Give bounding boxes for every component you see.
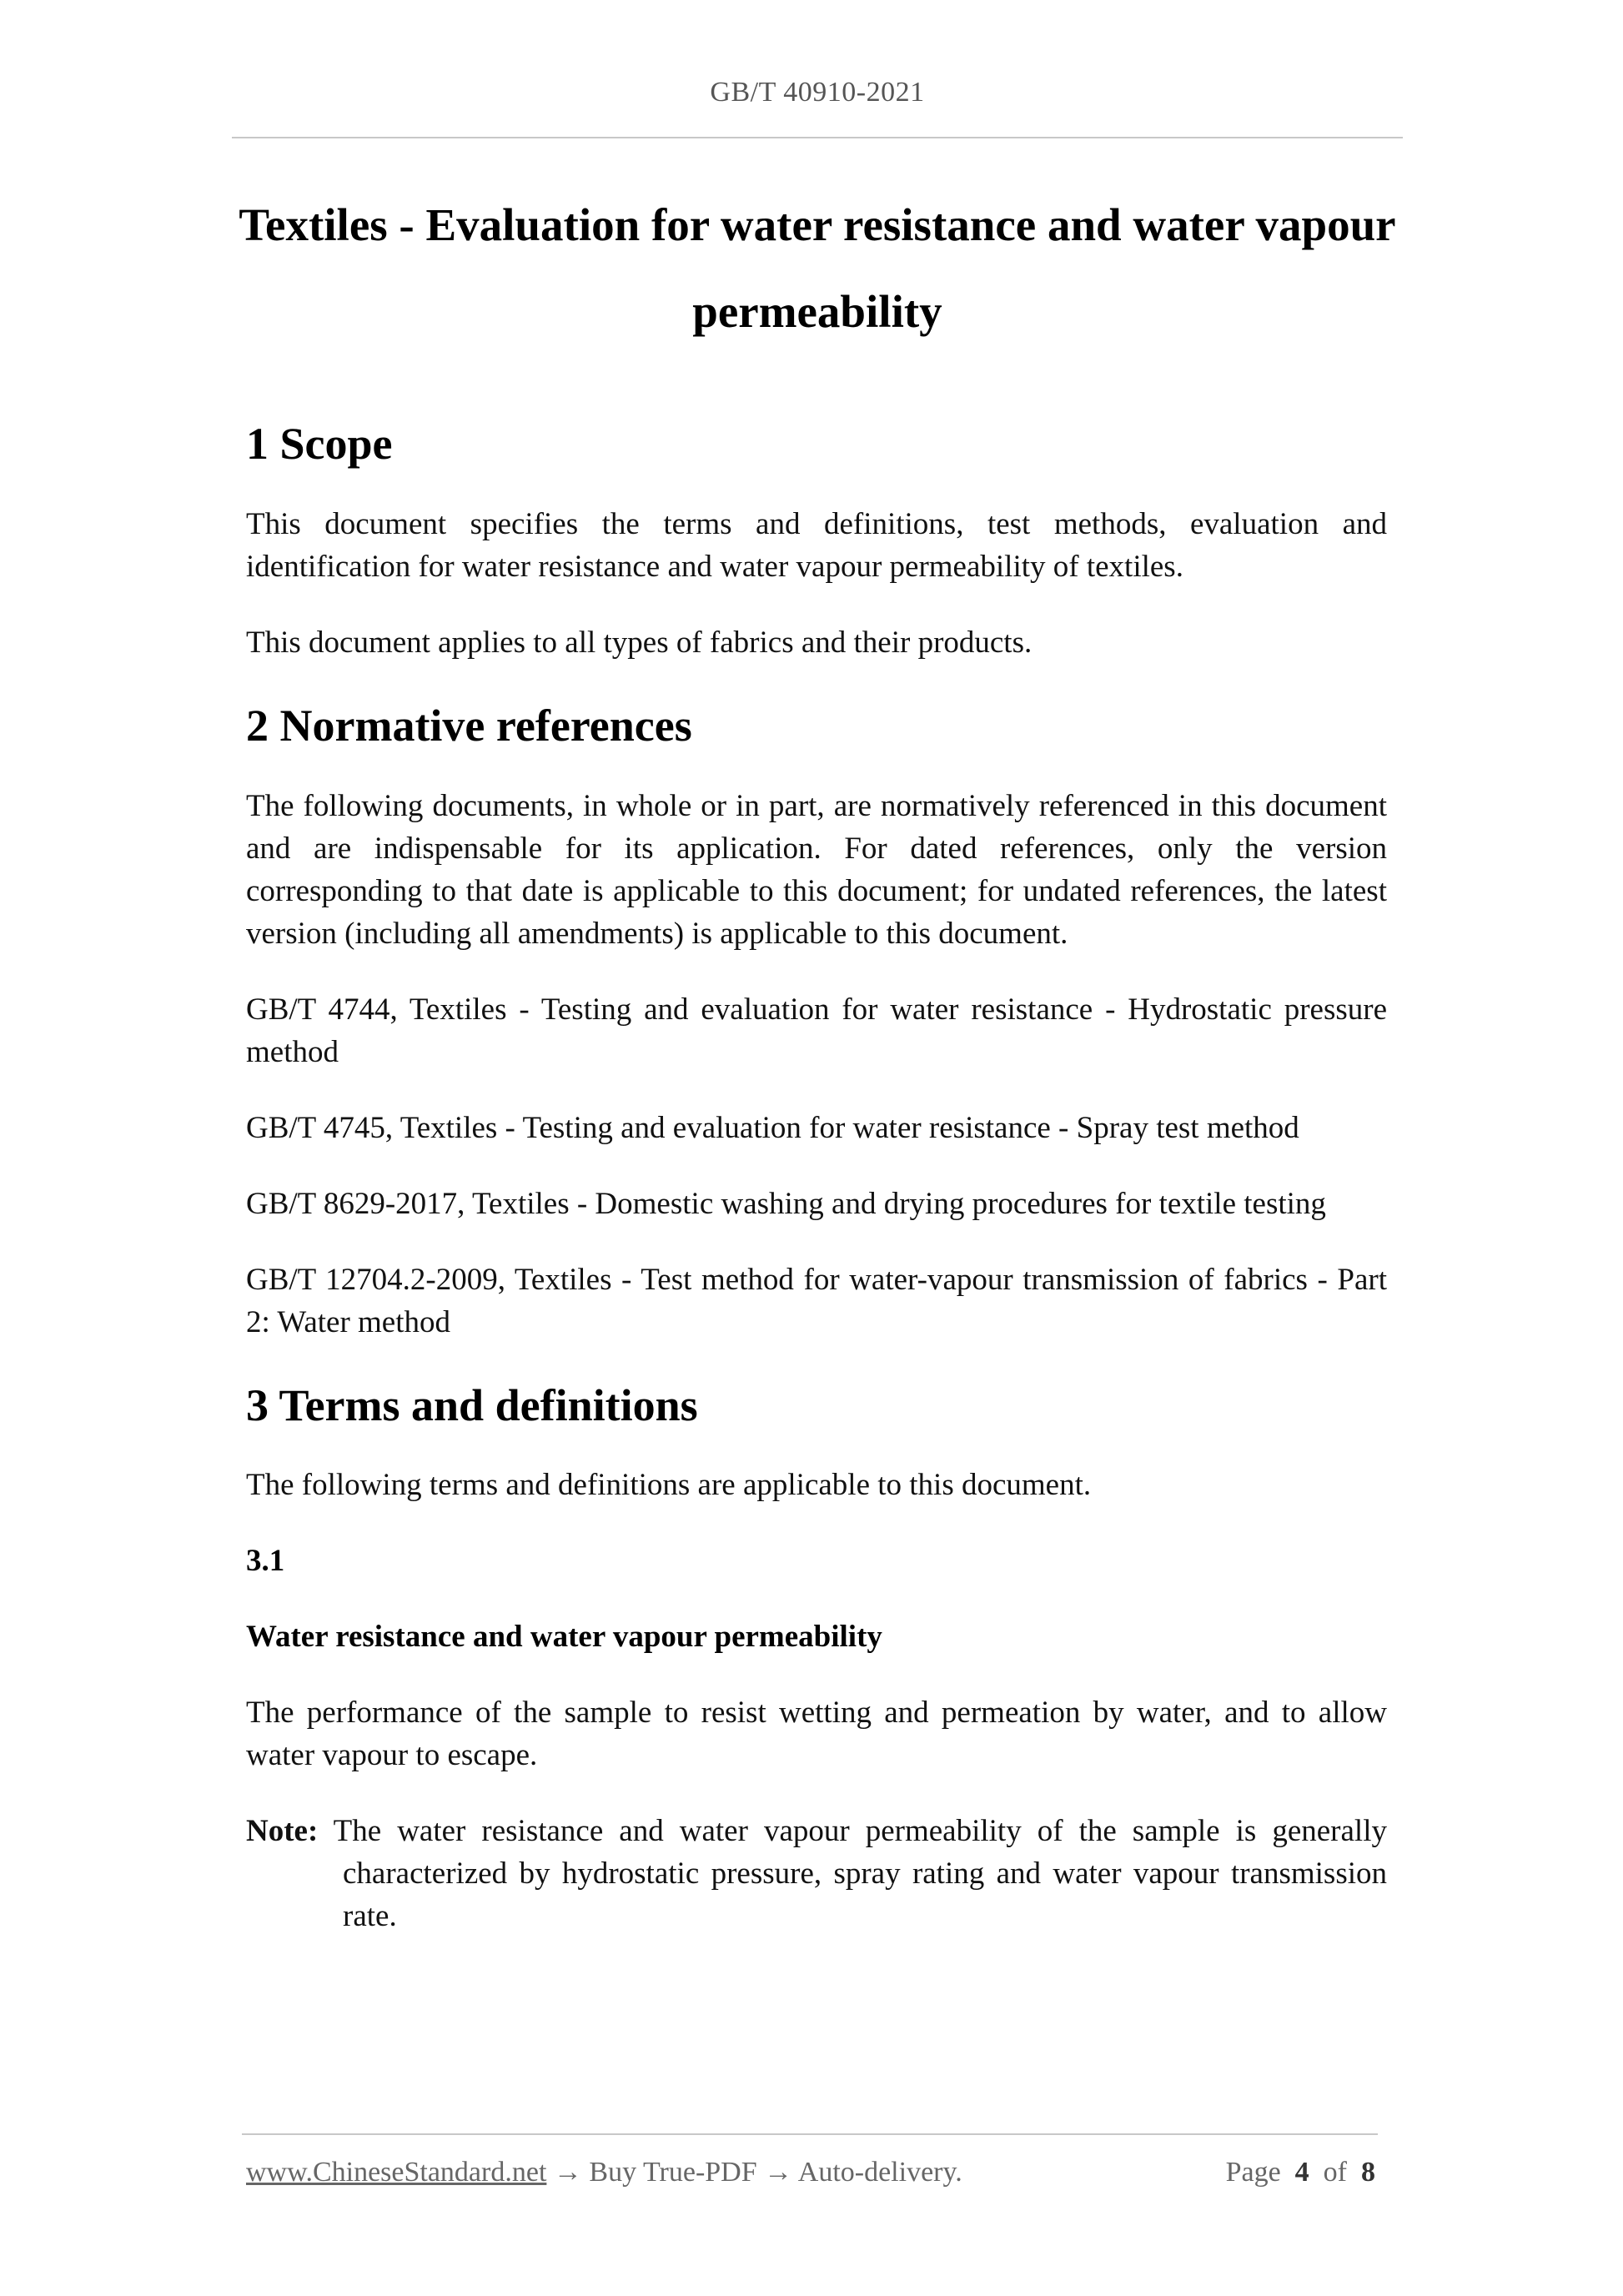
- document-title: Textiles - Evaluation for water resistance and water vapour permeability: [239, 199, 1396, 337]
- reference-item: GB/T 4744, Textiles - Testing and evaluation for water resistance - Hydrostatic pressure method: [246, 992, 1387, 1069]
- scope-paragraph: This document applies to all types of fabrics and their products.: [246, 625, 1033, 660]
- scope-paragraph: This document specifies the terms and definitions, test methods, evaluation and identification for water resistance and water vapour permeability of textiles.: [246, 506, 1387, 584]
- term-number: 3.1: [246, 1544, 285, 1579]
- total-page-number: 8: [1361, 2157, 1375, 2188]
- reference-item: GB/T 4745, Textiles - Testing and evaluation for water resistance - Spray test method: [246, 1110, 1299, 1145]
- term-note: [246, 1810, 1387, 1937]
- site-link[interactable]: www.ChineseStandard.net: [246, 2157, 547, 2188]
- of-label: of: [1323, 2157, 1347, 2188]
- terms-intro-paragraph: The following terms and definitions are applicable to this document.: [246, 1468, 1092, 1503]
- term-name: Water resistance and water vapour permeability: [246, 1620, 882, 1655]
- header-divider: [232, 137, 1403, 138]
- section-heading-normative-references: 2 Normative references: [246, 700, 692, 751]
- section-heading-scope: 1 Scope: [246, 419, 393, 469]
- page-label: Page: [1225, 2157, 1281, 2188]
- footer-divider: [242, 2133, 1378, 2135]
- current-page-number: 4: [1294, 2157, 1309, 2188]
- document-body: [246, 417, 1387, 1937]
- section-heading-terms-definitions: 3 Terms and definitions: [246, 1379, 698, 1430]
- delivery-text: Auto-delivery.: [797, 2157, 962, 2188]
- arrow-right-icon: →: [764, 2157, 793, 2188]
- footer-purchase-info: [246, 2157, 962, 2188]
- reference-item: GB/T 12704.2-2009, Textiles - Test method for water-vapour transmission of fabrics - Part 2: Water method: [246, 1262, 1387, 1339]
- note-label: Note:: [246, 1814, 319, 1849]
- buy-pdf-text: Buy True-PDF: [589, 2157, 757, 2188]
- normative-intro-paragraph: The following documents, in whole or in part, are normatively referenced in this document and are indispensable for its application. For dated references, only the version corresponding to that date is applicable to this document; for undated references, the latest version (including all amendments) is applicable to this document.: [246, 788, 1387, 951]
- note-text: The water resistance and water vapour permeability of the sample is generally characterized by hydrostatic pressure, spray rating and water vapour transmission rate.: [333, 1814, 1387, 1934]
- term-definition: The performance of the sample to resist wetting and permeation by water, and to allow water vapour to escape.: [246, 1696, 1387, 1773]
- document-header: GB/T 40910-2021: [710, 77, 925, 108]
- reference-item: GB/T 8629-2017, Textiles - Domestic washing and drying procedures for textile testing: [246, 1186, 1326, 1221]
- page-indicator: [1226, 2157, 1375, 2188]
- arrow-right-icon: →: [553, 2157, 582, 2188]
